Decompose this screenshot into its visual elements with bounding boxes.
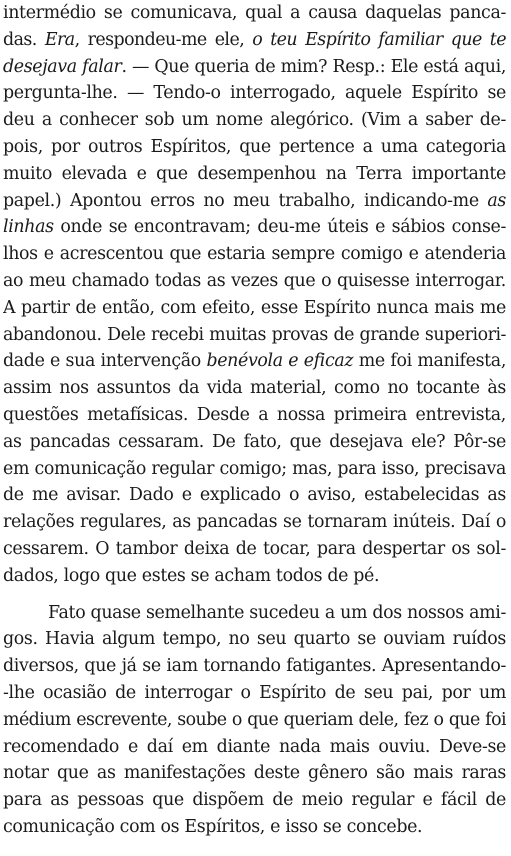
- text-line: [3, 402, 506, 429]
- text-run: ao meu chamado todas as vezes que o quisesse interrogar.: [3, 270, 506, 291]
- text-run: A partir de então, com efeito, esse Espírito nunca mais me: [3, 297, 506, 318]
- text-run: Fato quase semelhante sucedeu a um dos nossos ami-: [48, 602, 506, 623]
- document-page: [3, 0, 506, 841]
- italic-text-run: benévola e eficaz: [206, 351, 354, 372]
- text-line: [3, 295, 506, 322]
- text-line: [3, 268, 506, 295]
- text-run: para as pessoas que dispõem de meio regular e fácil de: [3, 790, 506, 811]
- italic-text-run: Era: [44, 29, 75, 50]
- text-run: , respondeu-me ele,: [74, 29, 253, 50]
- text-run: gos. Havia algum tempo, no seu quarto se ouviam ruídos: [3, 629, 506, 650]
- text-run: papel.) Apontou erros no meu trabalho, indicando-me: [3, 190, 488, 211]
- text-run: notar que as manifestações deste gênero são mais raras: [3, 763, 506, 784]
- text-line: [3, 734, 506, 761]
- text-line: [3, 429, 506, 456]
- text-line: [3, 536, 506, 563]
- text-line: [3, 456, 506, 483]
- text-line: [3, 814, 506, 841]
- text-line: [3, 653, 506, 680]
- text-run: recomendado e daí em diante nada mais ouviu. Deve-se: [3, 736, 506, 757]
- text-run: de me avisar. Dado e explicado o aviso, estabelecidas as: [3, 485, 506, 506]
- text-run: pergunta-lhe. — Tendo-o interrogado, aquele Espírito se: [3, 83, 506, 104]
- text-line: [3, 563, 506, 590]
- text-run: me foi manifesta,: [353, 351, 506, 372]
- text-run: diversos, que já se iam tornando fatigantes. Apresentando-: [3, 656, 506, 677]
- text-run: . — Que queria de mim? Resp.: Ele está aqui,: [121, 56, 506, 77]
- text-run: em comunicação regular comigo; mas, para isso, precisava: [3, 458, 506, 479]
- text-run: onde se encontravam; deu-me úteis e sábios conse-: [53, 217, 506, 238]
- text-run: comunicação com os Espíritos, e isso se concebe.: [3, 816, 423, 837]
- text-line: [3, 80, 506, 107]
- italic-text-run: o teu Espírito familiar que te: [252, 29, 506, 50]
- text-line: [3, 509, 506, 536]
- text-line: [3, 707, 506, 734]
- text-line: [3, 787, 506, 814]
- italic-text-run: desejava falar: [3, 56, 122, 77]
- text-run: cessarem. O tambor deixa de tocar, para despertar os sol-: [3, 538, 506, 559]
- text-run: as pancadas cessaram. De fato, que desejava ele? Pôr-se: [3, 431, 506, 452]
- italic-text-run: linhas: [3, 217, 54, 238]
- text-run: pois, por outros Espíritos, que pertence a uma categoria: [3, 136, 506, 157]
- text-line: [3, 27, 506, 54]
- text-run: lhos e acrescentou que estaria sempre comigo e atenderia: [3, 244, 506, 265]
- text-line: [3, 322, 506, 349]
- text-run: questões metafísicas. Desde a nossa primeira entrevista,: [3, 404, 506, 425]
- text-line: [3, 375, 506, 402]
- paragraph: [3, 600, 506, 841]
- text-run: relações regulares, as pancadas se tornaram inúteis. Daí o: [3, 512, 506, 533]
- italic-text-run: as: [487, 190, 506, 211]
- text-line: [3, 482, 506, 509]
- text-line: [3, 760, 506, 787]
- text-run: assim nos assuntos da vida material, como no tocante às: [3, 378, 506, 399]
- paragraph-gap: [3, 590, 506, 600]
- text-line: [3, 0, 506, 27]
- text-line: [3, 107, 506, 134]
- text-run: abandonou. Dele recebi muitas provas de grande superiori-: [3, 324, 506, 345]
- paragraph: [3, 0, 506, 590]
- text-line: [3, 241, 506, 268]
- text-run: dados, logo que estes se acham todos de pé.: [3, 565, 380, 586]
- text-line: [3, 134, 506, 161]
- text-run: das.: [3, 29, 45, 50]
- text-line: [3, 161, 506, 188]
- text-run: médium escrevente, soube o que queriam dele, fez o que foi: [3, 709, 506, 730]
- text-run: intermédio se comunicava, qual a causa daquelas panca-: [3, 3, 506, 23]
- text-line: [3, 214, 506, 241]
- text-run: dade e sua intervenção: [3, 351, 207, 372]
- text-run: deu a conhecer sob um nome alegórico. (Vim a saber de-: [3, 110, 506, 131]
- text-line: [3, 188, 506, 215]
- text-line: [3, 600, 506, 627]
- text-line: [3, 54, 506, 81]
- text-line: [3, 626, 506, 653]
- text-line: [3, 680, 506, 707]
- text-run: muito elevada e que desempenhou na Terra importante: [3, 163, 506, 184]
- text-line: [3, 348, 506, 375]
- text-run: -lhe ocasião de interrogar o Espírito de seu pai, por um: [3, 682, 506, 703]
